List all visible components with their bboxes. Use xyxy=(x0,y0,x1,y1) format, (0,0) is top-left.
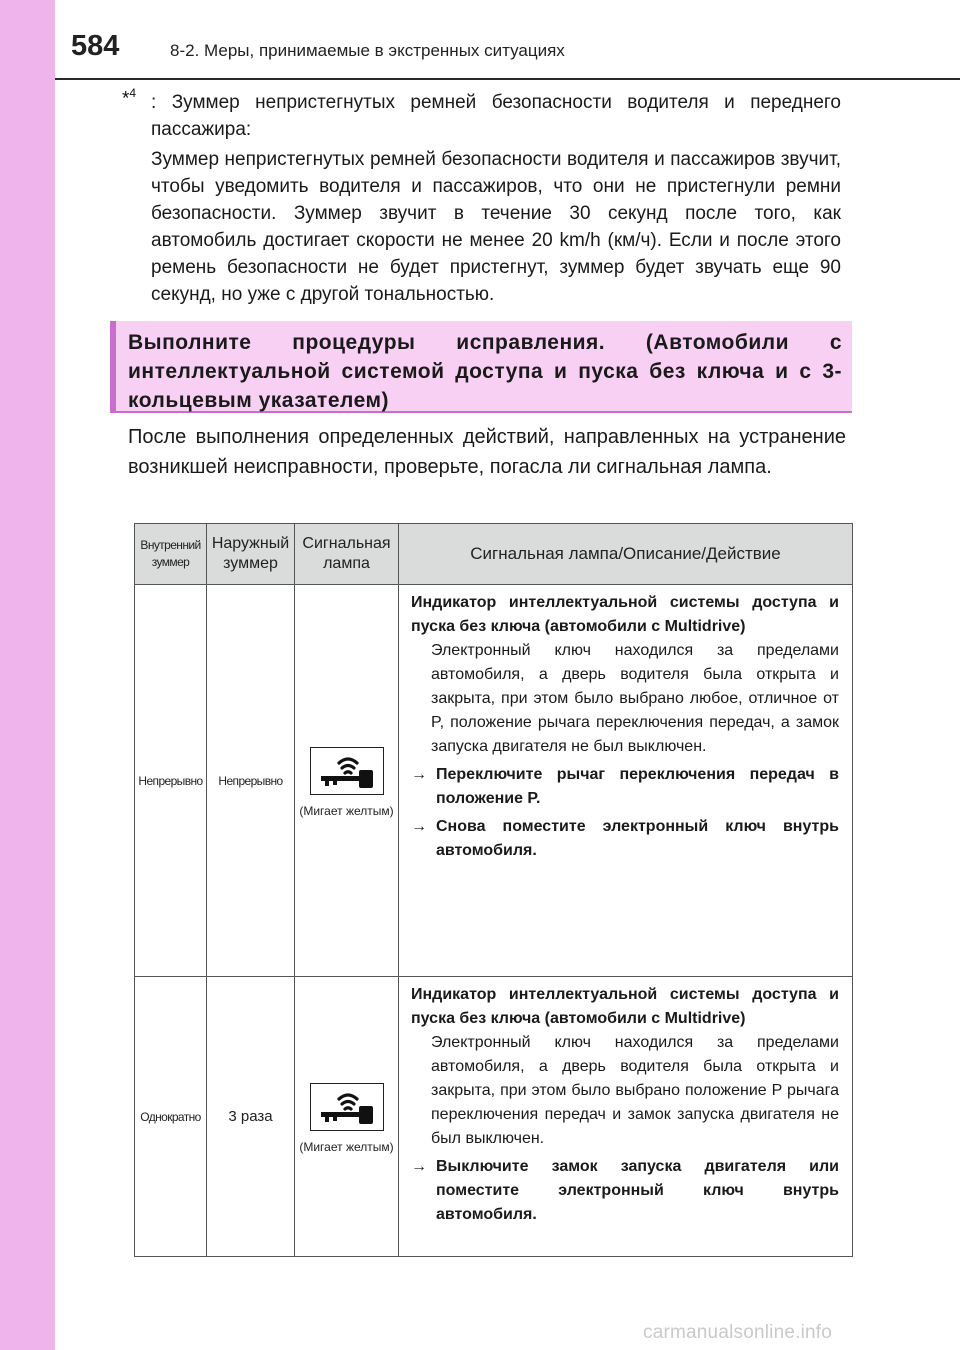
indicator-title: Индикатор интеллектуальной системы доступа и пуска без ключа (автомобили с Multidrive) xyxy=(411,594,839,635)
indicator-description: Электронный ключ находился за пределами автомобиля, а дверь водителя была открыта и закрыта, при этом было выбрано положение P рычага переключения передач и замок запуска двигателя не был выключен. xyxy=(431,1034,839,1147)
lamp-caption: (Мигает желтым) xyxy=(299,1140,394,1154)
page-number: 584 xyxy=(71,30,120,62)
side-tab-strip xyxy=(0,0,55,1350)
description-cell xyxy=(399,585,853,977)
table-row xyxy=(135,977,853,1257)
page-header xyxy=(55,0,960,80)
external-buzzer-cell: 3 раза xyxy=(207,977,295,1257)
table-row xyxy=(135,585,853,977)
arrow-right-icon: → xyxy=(411,1158,427,1175)
intro-paragraph: После выполнения определенных действий, направленных на устранение возникшей неисправности, проверьте, погасла ли сигнальная лампа. xyxy=(128,426,846,478)
header-internal-buzzer: Внутренний зуммер xyxy=(135,524,207,585)
arrow-right-icon: → xyxy=(411,818,427,835)
internal-buzzer-cell: Однократно xyxy=(135,977,207,1257)
action-item xyxy=(411,1155,839,1227)
description-cell xyxy=(399,977,853,1257)
header-divider xyxy=(55,78,960,80)
warning-lamp-cell xyxy=(295,585,399,977)
action-item xyxy=(411,815,839,863)
smart-key-warning-icon xyxy=(310,1083,384,1131)
smart-key-warning-icon xyxy=(310,747,384,795)
footnote-marker: *$^4$ xyxy=(122,86,137,110)
warning-lamp-cell xyxy=(295,977,399,1257)
header-external-buzzer: Наружный зуммер xyxy=(207,524,295,585)
indicator-title: Индикатор интеллектуальной системы доступа и пуска без ключа (автомобили с Multidrive) xyxy=(411,986,839,1027)
footnote-number: 4 xyxy=(129,86,137,100)
table-header-row xyxy=(135,524,853,585)
lamp-caption: (Мигает желтым) xyxy=(299,804,394,818)
action-item xyxy=(411,763,839,811)
action-text: Переключите рычаг переключения передач в положение P. xyxy=(436,766,839,807)
warning-table xyxy=(134,523,853,1257)
action-text: Выключите замок запуска двигателя или поместите электронный ключ внутрь автомобиля. xyxy=(436,1158,839,1223)
external-buzzer-cell: Непрерывно xyxy=(207,585,295,977)
procedure-callout xyxy=(110,321,852,413)
indicator-description: Электронный ключ находился за пределами автомобиля, а дверь водителя была открыта и закрыта, при этом было выбрано любое, отличное от P, положение рычага переключения передач, а замок запуска двигателя не был выключен. xyxy=(431,642,839,755)
section-title: 8-2. Меры, принимаемые в экстренных ситуациях xyxy=(170,41,565,60)
callout-heading: Выполните процедуры исправления. (Автомобили с интеллектуальной системой доступа и пуска без ключа и с 3-кольцевым указателем) xyxy=(128,331,842,412)
internal-buzzer-cell: Непрерывно xyxy=(135,585,207,977)
footnote-heading: : Зуммер непристегнутых ремней безопасности водителя и переднего пассажира: xyxy=(151,92,841,140)
footnote-body: Зуммер непристегнутых ремней безопасности водителя и пассажиров звучит, чтобы уведомить водителя и пассажиров, что они не пристегнули ремни безопасности. Зуммер звучит в течение 30 секунд после того, как автомобиль достигает скорости не менее 20 km/h (км/ч). Если и после этого ремень безопасности не будет пристегнут, зуммер будет звучать еще 90 секунд, но уже с другой тональностью. xyxy=(151,149,841,305)
watermark: carmanualsonline.info xyxy=(643,1322,833,1343)
action-text: Снова поместите электронный ключ внутрь автомобиля. xyxy=(436,818,839,859)
arrow-right-icon: → xyxy=(411,766,427,783)
header-description: Сигнальная лампа/Описание/Действие xyxy=(399,524,853,585)
header-warning-lamp: Сигнальная лампа xyxy=(295,524,399,585)
